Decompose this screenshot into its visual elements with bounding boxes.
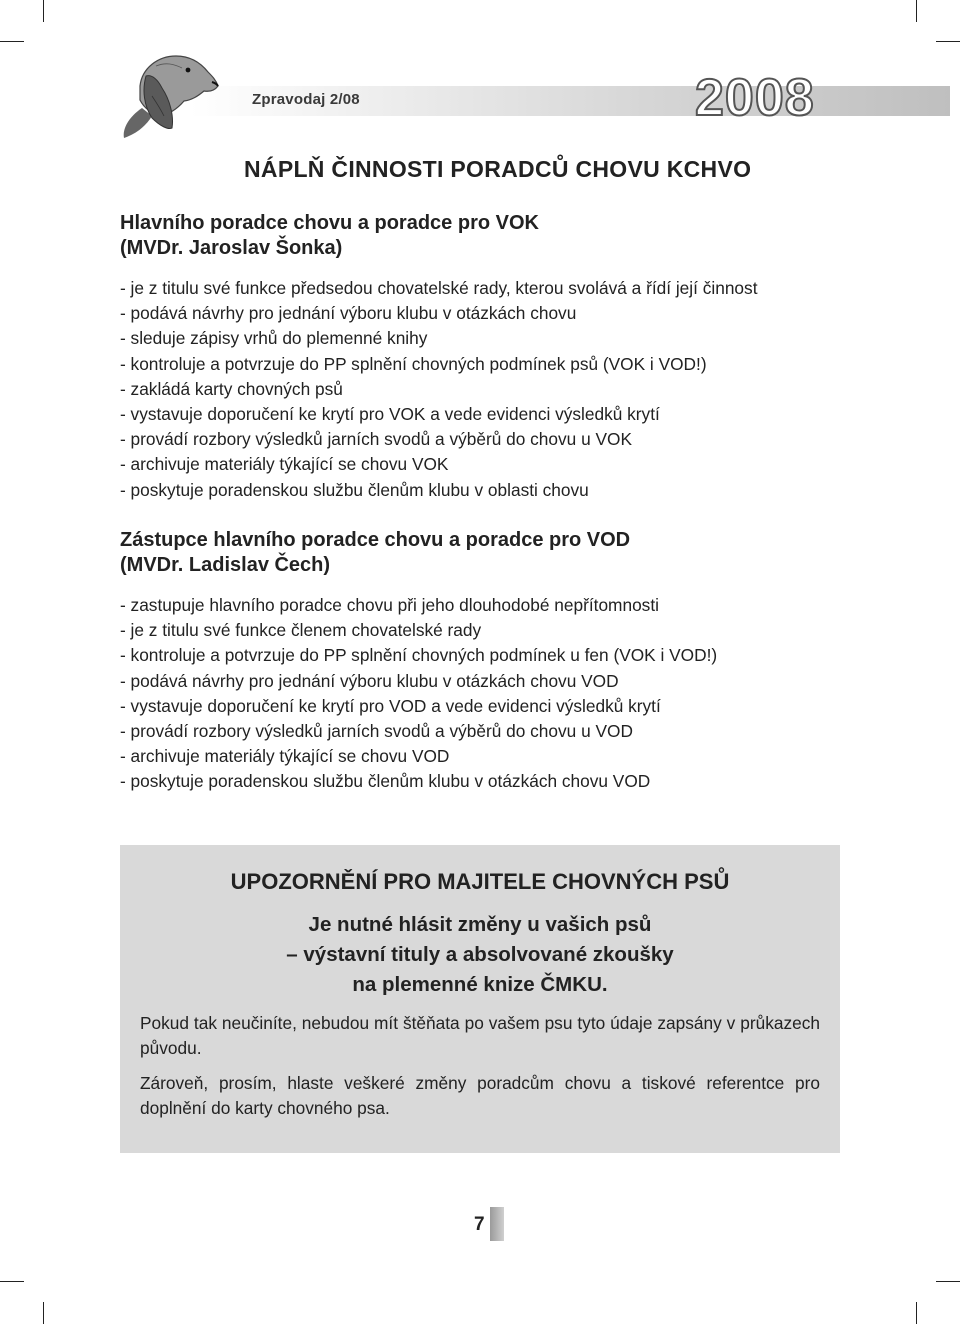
list-item: - vystavuje doporučení ke krytí pro VOK a vede evidenci výsledků krytí [120,404,660,425]
notice-emphasis [120,910,840,1000]
crop-mark [916,1302,917,1324]
crop-mark [916,0,917,22]
section-heading-deputy [120,528,630,578]
section-heading-main [120,211,539,261]
notice-line: – výstavní tituly a absolvované zkoušky [286,943,674,966]
bulletin-label: Zpravodaj 2/08 [252,91,360,108]
duty-list-deputy [120,593,717,795]
list-item: - provádí rozbory výsledků jarních svodů a výběrů do chovu u VOK [120,429,632,450]
section-heading-main-line2: (MVDr. Jaroslav Šonka) [120,237,343,259]
section-heading-deputy-line1: Zástupce hlavního poradce chovu a poradce pro VOD [120,529,631,551]
list-item: - podává návrhy pro jednání výboru klubu v otázkách chovu VOD [120,670,619,691]
notice-line: na plemenné knize ČMKU. [352,973,608,996]
list-item: - sleduje zápisy vrhů do plemenné knihy [120,328,428,349]
list-item: - kontroluje a potvrzuje do PP splnění chovných podmínek u fen (VOK i VOD!) [120,645,718,666]
notice-title: UPOZORNĚNÍ PRO MAJITELE CHOVNÝCH PSŮ [230,869,730,894]
notice-box [120,845,840,1153]
list-item: - vystavuje doporučení ke krytí pro VOD a vede evidenci výsledků krytí [120,695,661,716]
list-item: - poskytuje poradenskou službu členům klubu v oblasti chovu [120,479,589,500]
notice-paragraph: Pokud tak neučiníte, nebudou mít štěňata po vašem psu tyto údaje zapsány v průkazech původu. [140,1013,820,1058]
duty-list-main [120,276,758,503]
notice-paragraph: Zároveň, prosím, hlaste veškeré změny poradcům chovu a tiskové referentce pro doplnění do karty chovného psa. [140,1073,820,1118]
issue-year: 2008 [695,69,815,127]
list-item: - zakládá karty chovných psů [120,378,343,399]
crop-mark [936,41,960,42]
section-heading-main-line1: Hlavního poradce chovu a poradce pro VOK [120,212,539,234]
crop-mark [43,0,44,22]
list-item: - poskytuje poradenskou službu členům klubu v otázkách chovu VOD [120,771,651,792]
list-item: - podává návrhy pro jednání výboru klubu v otázkách chovu [120,303,577,324]
page-number-tab [490,1207,504,1241]
section-heading-deputy-line2: (MVDr. Ladislav Čech) [120,554,331,576]
crop-mark [936,1281,960,1282]
page-number: 7 [474,1214,485,1235]
list-item: - provádí rozbory výsledků jarních svodů a výběrů do chovu u VOD [120,721,633,742]
notice-line: Je nutné hlásit změny u vašich psů [308,913,652,936]
page-title: NÁPLŇ ČINNOSTI PORADCŮ CHOVU KCHVO [244,156,752,182]
list-item: - archivuje materiály týkající se chovu VOK [120,454,449,475]
dog-head-logo [112,46,224,142]
list-item: - je z titulu své funkce předsedou chovatelské rady, kterou svolává a řídí její činnost [120,278,758,298]
list-item: - je z titulu své funkce členem chovatelské rady [120,620,482,641]
crop-mark [0,41,24,42]
crop-mark [0,1281,24,1282]
crop-mark [43,1302,44,1324]
list-item: - zastupuje hlavního poradce chovu při jeho dlouhodobé nepřítomnosti [120,595,659,615]
list-item: - kontroluje a potvrzuje do PP splnění chovných podmínek psů (VOK i VOD!) [120,353,707,374]
list-item: - archivuje materiály týkající se chovu VOD [120,746,450,767]
